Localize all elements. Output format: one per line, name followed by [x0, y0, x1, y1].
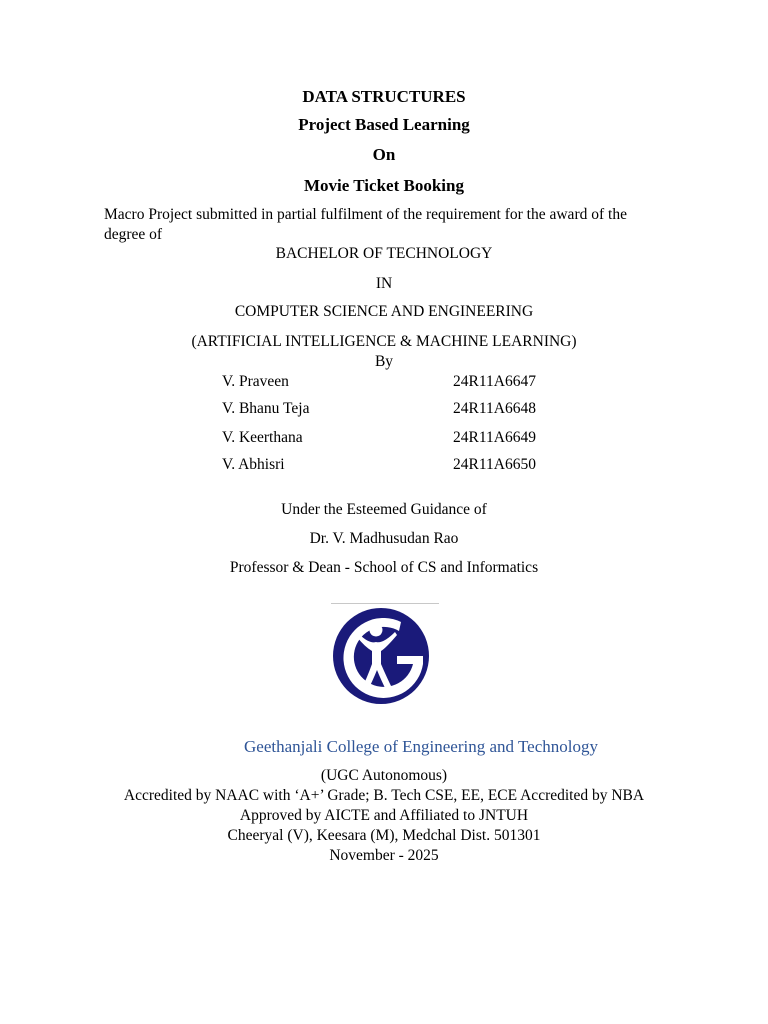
student-roll: 24R11A6648 [453, 400, 536, 417]
guidance-heading: Under the Esteemed Guidance of [281, 501, 487, 518]
title-line2: Project Based Learning [298, 115, 470, 134]
student-name: V. Abhisri [222, 456, 285, 473]
student-roll: 24R11A6647 [453, 373, 536, 390]
student-name: V. Keerthana [222, 429, 303, 446]
submission-date: November - 2025 [329, 847, 439, 864]
student-roll: 24R11A6650 [453, 456, 536, 473]
student-name: V. Bhanu Teja [222, 400, 310, 417]
by-label: By [374, 353, 394, 370]
degree-in: IN [375, 275, 393, 292]
college-address: Cheeryal (V), Keesara (M), Medchal Dist. 501301 [227, 827, 541, 844]
intro-line-1: Macro Project submitted in partial fulfilment of the requirement for the award of the [104, 206, 627, 223]
specialization: (ARTIFICIAL INTELLIGENCE & MACHINE LEARNING) [191, 333, 577, 350]
student-name: V. Praveen [222, 373, 289, 390]
guide-designation: Professor & Dean - School of CS and Informatics [229, 559, 539, 576]
intro-line-2: degree of [104, 226, 163, 243]
project-title: Movie Ticket Booking [304, 176, 464, 195]
degree: BACHELOR OF TECHNOLOGY [275, 245, 493, 262]
guide-name: Dr. V. Madhusudan Rao [309, 530, 459, 547]
college-approval: Approved by AICTE and Affiliated to JNTUH [239, 807, 529, 824]
college-logo-icon [331, 604, 439, 708]
branch: COMPUTER SCIENCE AND ENGINEERING [234, 303, 534, 320]
student-roll: 24R11A6649 [453, 429, 536, 446]
college-status: (UGC Autonomous) [320, 767, 448, 784]
college-accreditation: Accredited by NAAC with ‘A+’ Grade; B. Tech CSE, EE, ECE Accredited by NBA [123, 787, 645, 804]
college-name: Geethanjali College of Engineering and Technology [244, 737, 598, 756]
title-subject: DATA STRUCTURES [302, 87, 466, 106]
title-line3: On [372, 145, 396, 164]
